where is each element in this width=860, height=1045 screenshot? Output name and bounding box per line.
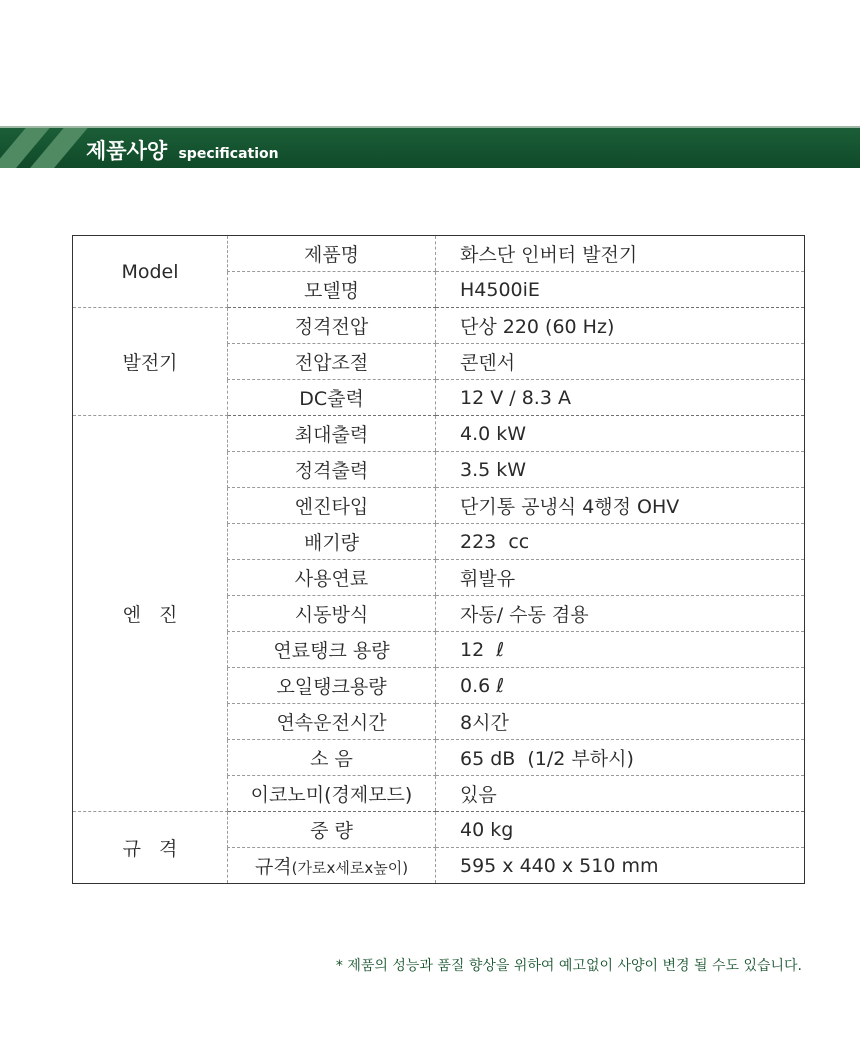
spec-item-label: 정격출력 (228, 452, 436, 488)
spec-item-label: 연속운전시간 (228, 704, 436, 740)
spec-item-value: 595 x 440 x 510 mm (436, 848, 805, 884)
spec-item-value: 3.5 kW (436, 452, 805, 488)
table-row (73, 416, 805, 452)
spec-item-value: 콘덴서 (436, 344, 805, 380)
spec-item-value: 4.0 kW (436, 416, 805, 452)
spec-item-label: 연료탱크 용량 (228, 632, 436, 668)
spec-item-label (228, 848, 436, 884)
spec-item-label-detail: (가로x세로x높이) (291, 859, 409, 877)
spec-item-label: 소 음 (228, 740, 436, 776)
section-title-korean: 제품사양 (86, 139, 168, 163)
spec-item-label: 중 량 (228, 812, 436, 848)
spec-item-label: 오일탱크용량 (228, 668, 436, 704)
spec-item-label: 모델명 (228, 272, 436, 308)
spec-item-value: 있음 (436, 776, 805, 812)
spec-item-label: DC출력 (228, 380, 436, 416)
group-label-model: Model (73, 236, 228, 308)
spec-item-value: 단기통 공냉식 4행정 OHV (436, 488, 805, 524)
section-title (86, 135, 279, 165)
spec-item-label: 엔진타입 (228, 488, 436, 524)
spec-item-label: 제품명 (228, 236, 436, 272)
group-label-engine: 엔 진 (73, 416, 228, 812)
group-label-dimensions: 규 격 (73, 812, 228, 884)
section-header-banner (0, 126, 860, 168)
spec-item-value: 휘발유 (436, 560, 805, 596)
spec-item-label: 배기량 (228, 524, 436, 560)
spec-item-value: H4500iE (436, 272, 805, 308)
spec-item-value: 8시간 (436, 704, 805, 740)
spec-item-label: 전압조절 (228, 344, 436, 380)
disclaimer-footnote: * 제품의 성능과 품질 향상을 위하여 예고없이 사양이 변경 될 수도 있습니다. (335, 958, 802, 974)
spec-item-value: 화스단 인버터 발전기 (436, 236, 805, 272)
group-label-generator: 발전기 (73, 308, 228, 416)
table-row (73, 812, 805, 848)
table-row (73, 236, 805, 272)
spec-item-label: 정격전압 (228, 308, 436, 344)
spec-item-label: 이코노미(경제모드) (228, 776, 436, 812)
spec-item-label: 최대출력 (228, 416, 436, 452)
spec-item-value: 65 dB (1/2 부하시) (436, 740, 805, 776)
spec-item-label: 시동방식 (228, 596, 436, 632)
spec-item-label-main: 규격 (254, 856, 292, 878)
spec-item-value: 40 kg (436, 812, 805, 848)
spec-item-value: 12 ℓ (436, 632, 805, 668)
section-title-english: specification (178, 146, 279, 162)
spec-item-value: 12 V / 8.3 A (436, 380, 805, 416)
spec-item-value: 0.6 ℓ (436, 668, 805, 704)
specification-table (72, 235, 805, 884)
spec-item-value: 자동/ 수동 겸용 (436, 596, 805, 632)
spec-item-value: 단상 220 (60 Hz) (436, 308, 805, 344)
spec-item-label: 사용연료 (228, 560, 436, 596)
spec-item-value: 223 cc (436, 524, 805, 560)
table-row (73, 308, 805, 344)
